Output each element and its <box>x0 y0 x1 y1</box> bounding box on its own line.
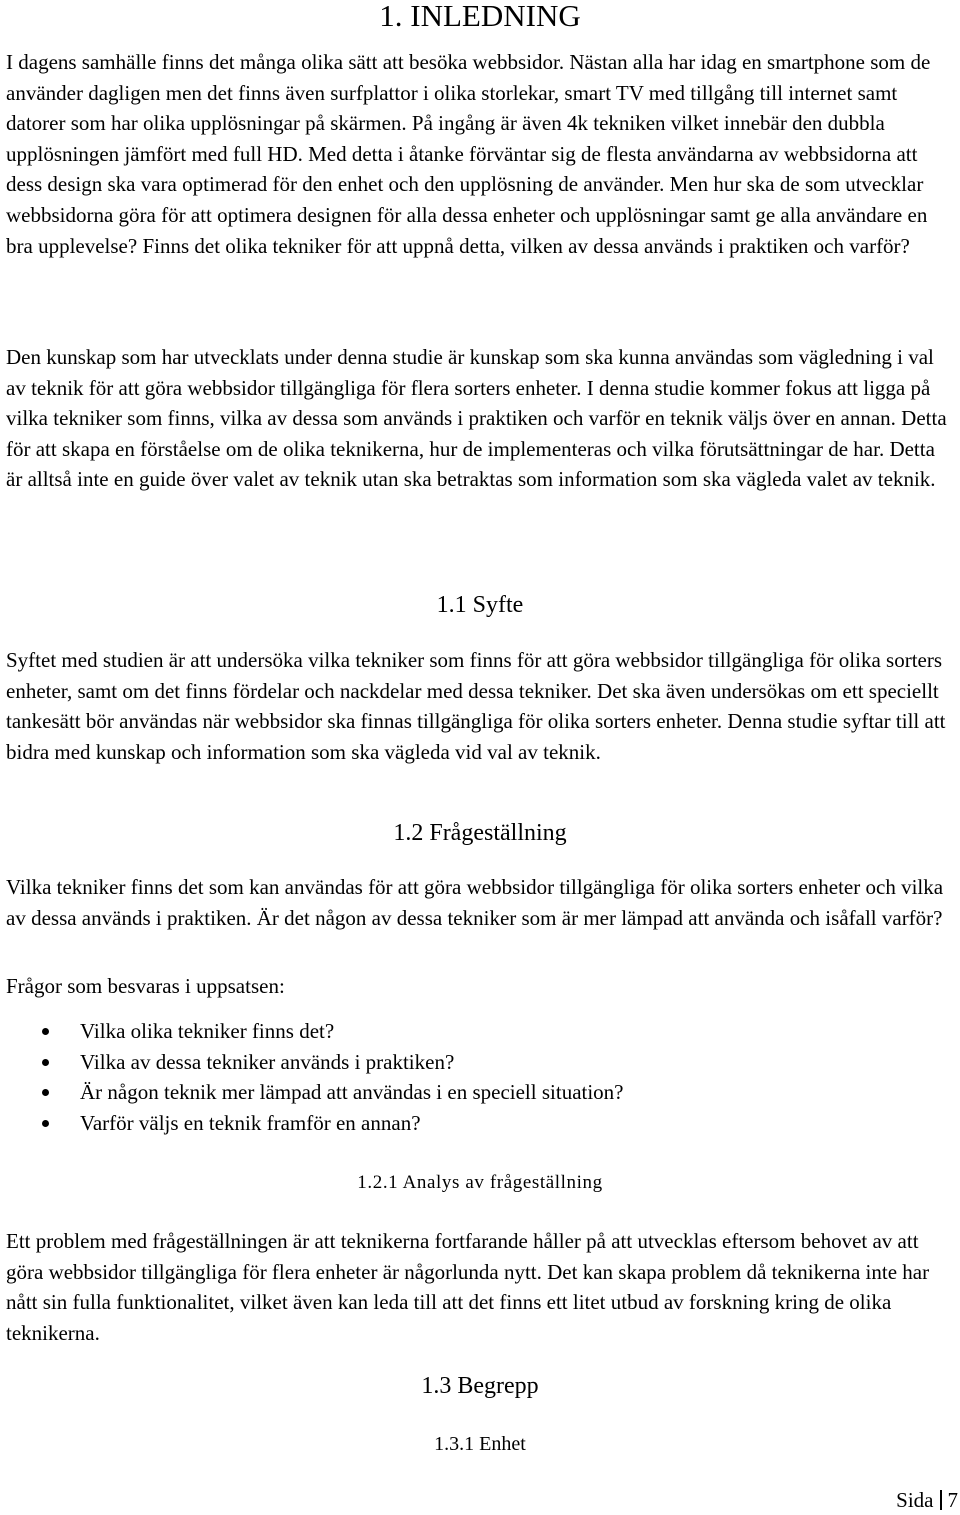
questions-intro: Frågor som besvaras i uppsatsen: <box>6 974 285 998</box>
fragestallning-paragraph: Vilka tekniker finns det som kan användas för att göra webbsidor tillgängliga för olika sorters enheter och vilka av dessa används i praktiken. Är det någon av dessa tekniker som är mer lämpad att använda och isåfall varför? <box>6 875 944 930</box>
footer-separator <box>940 1490 942 1510</box>
intro-paragraph: I dagens samhälle finns det många olika sätt att besöka webbsidor. Nästan alla har idag en smartphone som de använder dagligen men det finns även surfplattor i olika storlekar, smart TV med tillgång till internet samt datorer som har olika upplösningar på skärmen. På ingång är även 4k tekniken vilket innebär den dubbla upplösningen jämfört med full HD. Med detta i åtanke förväntar sig de flesta användarna av webbsidorna att dess design ska vara optimerad för den enhet och den upplösning de använder. Men hur ska de som utvecklar webbsidorna göra för att optimera designen för alla dessa enheter och upplösningar samt ge alla användare en bra upplevelse? Finns det olika tekniker för att uppnå detta, vilken av dessa används i praktiken och varför? <box>6 50 931 258</box>
question-text: Är någon teknik mer lämpad att användas i en speciell situation? <box>80 1080 624 1104</box>
bullet-icon <box>42 1120 49 1127</box>
section-heading-fragestallning: 1.2 Frågeställning <box>393 820 567 846</box>
page-number: 7 <box>947 1488 958 1512</box>
question-text: Vilka olika tekniker finns det? <box>80 1019 335 1043</box>
section-heading-begrepp: 1.3 Begrepp <box>421 1373 539 1399</box>
bullet-icon <box>42 1028 49 1035</box>
knowledge-paragraph: Den kunskap som har utvecklats under denna studie är kunskap som ska kunna användas som vägledning i val av teknik för att göra webbsidor tillgängliga för flera sorters enheter. I denna studie kommer fokus att ligga på vilka tekniker som finns, vilka av dessa som används i praktiken och varför en teknik väljs över en annan. Detta för att skapa en förståelse om de olika teknikerna, hur de implementeras och vilka förutsättningar de har. Detta är alltså inte en guide över valet av teknik utan ska betraktas som information som ska vägleda valet av teknik. <box>6 345 947 492</box>
page-label: Sida <box>896 1488 934 1512</box>
section-heading-syfte: 1.1 Syfte <box>436 592 524 618</box>
question-text: Vilka av dessa tekniker används i praktiken? <box>80 1049 455 1074</box>
page-footer <box>896 1487 958 1513</box>
bullet-icon <box>42 1059 49 1066</box>
list-item <box>6 1108 954 1139</box>
chapter-heading: 1. INLEDNING <box>379 0 581 33</box>
list-item <box>6 1016 954 1047</box>
syfte-paragraph: Syftet med studien är att undersöka vilka tekniker som finns för att göra webbsidor tillgängliga för olika sorters enheter, samt om det finns fördelar och nackdelar med dessa tekniker. Det ska även undersökas om ett speciellt tankesätt bör användas när webbsidor ska finnas tillgängliga för olika sorters enheter. Denna studie syftar till att bidra med kunskap och information som ska vägleda vid val av teknik. <box>6 648 946 764</box>
questions-list <box>6 1016 954 1138</box>
analys-paragraph: Ett problem med frågeställningen är att teknikerna fortfarande håller på att utvecklas eftersom behovet av att göra webbsidor tillgängliga för flera enheter är någorlunda nytt. Det kan skapa problem då teknikerna inte har nått sin fulla funktionalitet, vilket även kan leda till att det finns ett litet utbud av forskning kring de olika teknikerna. <box>6 1229 930 1345</box>
question-text: Varför väljs en teknik framför en annan? <box>80 1110 421 1135</box>
list-item <box>6 1047 954 1078</box>
subsection-heading-enhet: 1.3.1 Enhet <box>434 1433 526 1455</box>
list-item <box>6 1077 954 1108</box>
bullet-icon <box>42 1089 49 1096</box>
subsection-heading-analys: 1.2.1 Analys av frågeställning <box>357 1172 603 1193</box>
